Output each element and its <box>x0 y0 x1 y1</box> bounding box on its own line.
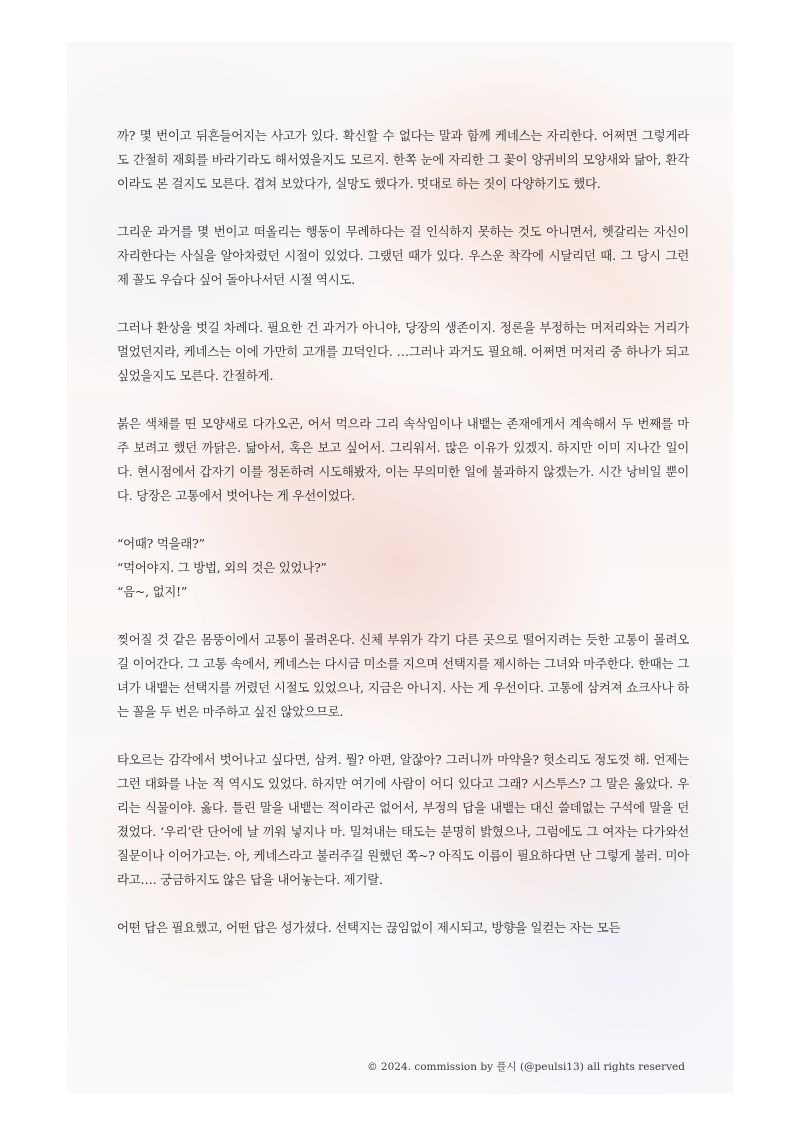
paragraph: 그리운 과거를 몇 번이고 떠올리는 행동이 무례하다는 걸 인식하지 못하는 것도 아니면서, 헷갈리는 자신이 자리한다는 사실을 알아차렸던 시절이 있었다. 그랬던 때가 있다. 우스운 착각에 시달리던 때. 그 당시 그런 제 꼴도 우습다 싶어 돌아나서던 시절 역시도. <box>117 224 689 287</box>
copyright-footer: © 2024. commission by 플시 (@peulsi13) all rights reserved <box>367 1061 685 1073</box>
dialogue-line: “어때? 먹을래?” <box>117 536 205 551</box>
story-text <box>117 124 689 964</box>
paragraph: 붉은 색채를 띤 모양새로 다가오곤, 어서 먹으라 그리 속삭임이나 내뱉는 존재에게서 계속해서 두 번째를 마주 보려고 했던 까닭은. 닮아서, 혹은 보고 싶어서. 그리워서. 많은 이유가 있겠지. 하지만 이미 지나간 일이다. 현시점에서 갑자기 이를 정돈하려 시도해봤자, 이는 무의미한 일에 불과하지 않겠는가. 시간 낭비일 뿐이다. 당장은 고통에서 벗어나는 게 우선이었다. <box>117 416 689 503</box>
paragraph: 그러나 환상을 벗길 차례다. 필요한 건 과거가 아니야, 당장의 생존이지. 정론을 부정하는 머저리와는 거리가 멀었던지라, 케네스는 이에 가만히 고개를 끄덕인다. …그러나 과거도 필요해. 어쩌면 머저리 중 하나가 되고 싶었을지도 모른다. 간절하게. <box>117 320 689 383</box>
paragraph: 어떤 답은 필요했고, 어떤 답은 성가셨다. 선택지는 끊임없이 제시되고, 방향을 일컫는 자는 모든 <box>117 920 621 935</box>
paragraph: 타오르는 감각에서 벗어나고 싶다면, 삼켜. 뭘? 아편, 알잖아? 그러니까 마약을? 헛소리도 정도껏 해. 언제는 그런 대화를 나눈 적 역시도 있었다. 하지만 여기에 사람이 어디 있다고 그래? 시스투스? 그 말은 옳았다. 우리는 식물이야. 옳다. 틀린 말을 내뱉는 적이라곤 없어서, 부정의 답을 내뱉는 대신 쓸데없는 구석에 말을 던졌었다. ‘우리’란 단어에 날 끼워 넣지나 마. 밀쳐내는 태도는 분명히 밝혔으나, 그럼에도 그 여자는 다가와선 질문이나 이어가고는. 아, 케네스라고 불러주길 원했던 쪽~? 아직도 이름이 필요하다면 난 그렇게 불러. 미아라고…. 궁금하지도 않은 답을 내어놓는다. 제기랄. <box>117 752 689 887</box>
dialogue-line: “먹어야지. 그 방법, 외의 것은 있었나?” <box>117 560 327 575</box>
paragraph: 까? 몇 번이고 뒤흔들어지는 사고가 있다. 확신할 수 없다는 말과 함께 케네스는 자리한다. 어쩌면 그렇게라도 간절히 재회를 바라기라도 해서였을지도 모르지. 한쪽 눈에 자리한 그 꽃이 양귀비의 모양새와 닮아, 환각이라도 본 걸지도 모른다. 겹쳐 보았다가, 실망도 했다가. 멋대로 하는 짓이 다양하기도 했다. <box>117 128 689 191</box>
paragraph: 찢어질 것 같은 몸뚱이에서 고통이 몰려온다. 신체 부위가 각기 다른 곳으로 떨어지려는 듯한 고통이 몰려오길 이어간다. 그 고통 속에서, 케네스는 다시금 미소를 지으며 선택지를 제시하는 그녀와 마주한다. 한때는 그녀가 내뱉는 선택지를 꺼렸던 시절도 있었으나, 지금은 아니지. 사는 게 우선이다. 고통에 삼켜져 쇼크사나 하는 꼴을 두 번은 마주하고 싶진 않았으므로. <box>117 632 689 719</box>
dialogue-line: “음~, 없지!” <box>117 584 188 599</box>
document-page <box>67 42 733 1094</box>
